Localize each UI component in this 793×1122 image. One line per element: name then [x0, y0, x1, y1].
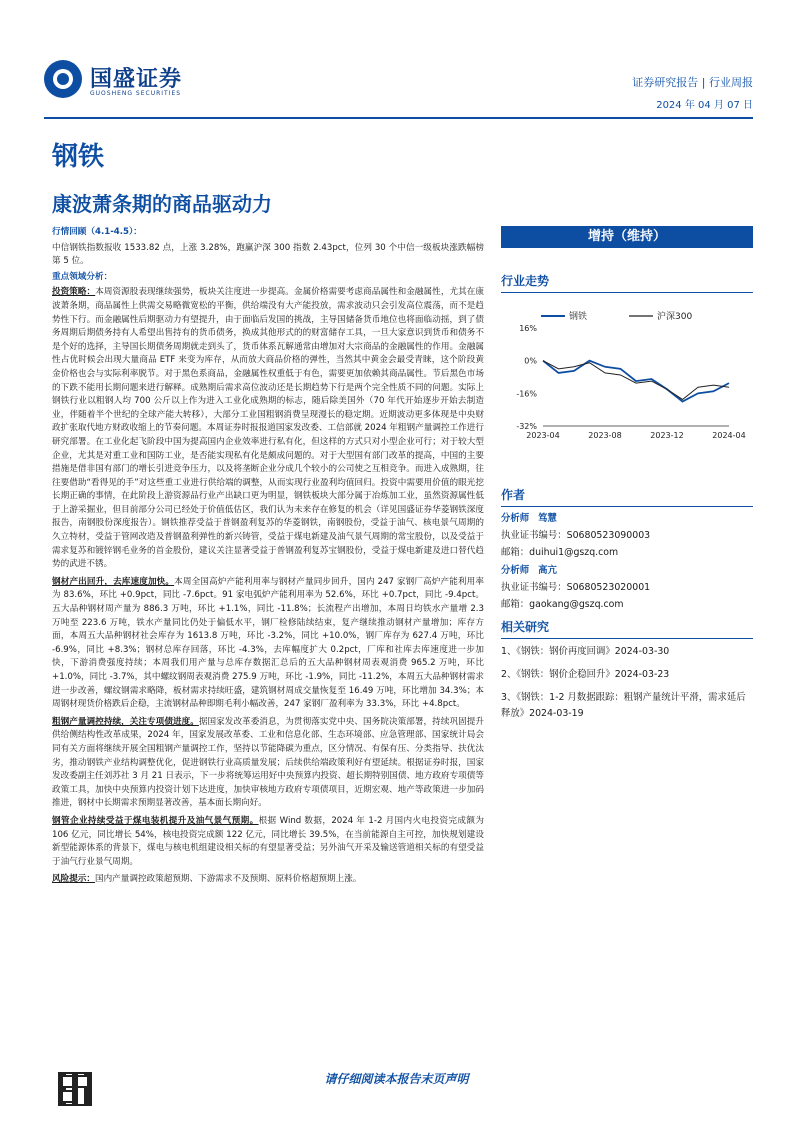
- x-tick-label: 2023-04: [526, 431, 560, 440]
- y-tick-label: -32%: [516, 422, 537, 431]
- analyst-2-name: 高亢: [538, 565, 557, 576]
- control-heading: 粗钢产量调控持续，关注专项债进度。: [52, 716, 199, 727]
- pipe-heading: 钢管企业持续受益于煤电装机提升及油气景气预期。: [52, 815, 259, 826]
- trend-heading: 行业走势: [501, 272, 753, 293]
- analyst-1-email[interactable]: 邮箱：duihui1@gszq.com: [501, 547, 619, 558]
- review-heading: 行情回顾（4.1-4.5）：: [52, 227, 142, 237]
- analyst-1: [501, 510, 753, 561]
- analyst-1-name: 笃慧: [538, 513, 557, 524]
- output-text: 本周全国高炉产能利用率与钢材产量同步回升，国内 247 家钢厂高炉产能利用率为 83.6%，环比 +0.9pct，同比 -7.6pct。91 家电弧炉产能利用率为 52.6%，环比 +0.7pct，同比 -9.4pct。五大品种钢材周产量为 886.3 万吨，环比 +1.1%，同比 -11.8%；长流程产出增加，本周日均铁水产量增 2.3 万吨至 223.6 万吨，铁水产量同比仍处于偏低水平，钢厂检修陆续结束，复产继续推动钢材产量增加；库存方面，本周五大品种钢材社会库存为 1613.8 万吨，环比 -3.2%，同比 +10.0%，钢厂库存为 627.4 万吨，环比 -6.9%，同比 +8.3%；钢材总库存回落，环比 -4.3%，去库幅度扩大 0.2pct，厂库和社库去库速度进一步加快，下游消费强度持续；本周我们用产量与总库存数据汇总后的五大品种钢材周表观消费 965.2 万吨，环比 +1.0%，同比 -3.7%，其中螺纹钢周表观消费 275.9 万吨，环比 -1.9%，同比 -11.2%，本周五大品种钢材需求进一步改善，螺纹钢需求略降，板材需求持续旺盛，建筑钢材周成交量恢复至 16.49 万吨，环比增加 34.3%；本周钢材现货价格跌后企稳，主流钢材品种即期毛利小幅改善，247 家钢厂盈利率为 33.3%，环比 +4.8pct。: [52, 576, 484, 710]
- analyst-2-email[interactable]: 邮箱：gaokang@gszq.com: [501, 599, 624, 610]
- pipe-text: 根据 Wind 数据，2024 年 1-2 月国内火电投资完成额为 106 亿元，同比增长 54%，核电投资完成额 122 亿元，同比增长 39.5%，在当前能源自主可控，加快规划建设新型能源体系的背景下，煤电与核电机组建设相关标的有望显著受益；另外油气开采及输送管道相关标的有望受益于油气行业景气周期。: [52, 815, 484, 867]
- legend-label-1: 钢铁: [569, 312, 588, 322]
- rating-badge: 增持（维持）: [501, 226, 753, 248]
- y-tick-label: 16%: [519, 324, 537, 333]
- logo-text: 国盛证券: [90, 67, 183, 92]
- main-body: [52, 226, 484, 889]
- x-tick-label: 2023-08: [588, 431, 622, 440]
- x-tick-label: 2023-12: [650, 431, 684, 440]
- strategy-text: 本周资源股表现继续强势，板块关注度进一步提高。金属价格需要考虑商品属性和金融属性，尤其在康波萧条期，商品属性上供需交易略微宽松的平衡，供给端没有大产能投放，需求波动只会引发高位震荡，而不是趋势性下行。而金融属性后期驱动力有望提升，由于面临后发国的挑战，主导国储备货币地位也将面临动摇，到了债务周期后期债务持有人希望出售持有的货币债务，换成其他形式的的财富储存工具，一旦大家意识到货币和债务不是个好的选择，主导国长期债务周期就走到头了，货币体系瓦解通常由增加对大宗商品的金融属性的作用。金融属性占优时候会出现大量商品 ETF 来变为库存，从而放大商品价格的弹性，当然其中黄金会最受青睐，这个阶段黄金价格也会与实际利率脱节。对于黑色系商品，金融属性权重低于有色，需要更加依赖其商品属性。节后黑色市场的下跌不能用长期问题来进行解释。成熟期后需求高位波动还是长期趋势下行是两个完全性质不同的问题。实际上钢铁行业以粗钢人均 700 公斤以上作为进入工业化成熟期的标志，随后除美国外（70 年代开始逐步开始去制造业，伴随着半个世纪的全球产能大转移），大部分工业国粗钢消费呈现漫长的稳定期。近期波动更多体现是中央财政扩张取代地方财政收缩上的节奏问题。本周证券时报报道国家发改委、工信部就 2024 年粗钢产量调控工作进行研究部署。在工业化起飞阶段中国为提高国内企业效率进行私有化，但这样的方式只对小型企业可行；对于较大型企业，尤其是对重工业和国防工业，是否能实现私有化是颇成问题的。对于大型国有部门改革的提高，中国的主要措施是借非国有部门的增长引进竞争压力，以及将垄断企业分成几个较小的公司使之互相竞争。而进入成熟期，往往要借助“看得见的手”对这些重工业进行供给端的调整，从而实现行业盈利均值回归。投资中需要用价值的眼光挖长期正确的事情，在此阶段上游资源品行业产出缺口更为明显，钢铁板块大部分属于冶炼加工业，虽然资源属性低于上游采掘业，但目前部分公司已经处于价值低估区，我们认为未来存在修复的机会（详见国盛证券华菱钢铁深度报告，南钢股份深度报告）。钢铁推荐受益于普钢盈利复苏的华菱钢铁，南钢股份，受益于油气、核电景气周期的久立特材，受益于管网改造及普钢盈利弹性的新兴铸管，受益于煤电新建及油气景气周期的常宝股份，以及受益于需求复苏和镀锌钢毛业务的首金股份，建议关注显著受益于普钢盈利复苏宝钢股份，受益于煤电新建及进口替代趋势的武进不锈。: [52, 287, 484, 570]
- analyst-2: [501, 562, 753, 613]
- focus-heading: 重点领域分析：: [52, 271, 113, 282]
- analyst-2-cert: 执业证书编号：S0680523020001: [501, 582, 651, 593]
- analyst-1-cert: 执业证书编号：S0680523090003: [501, 530, 651, 541]
- y-tick-label: 0%: [524, 356, 537, 366]
- strategy-heading: 投资策略：: [52, 287, 96, 298]
- y-tick-label: -16%: [516, 389, 537, 399]
- industry-name: 钢铁: [52, 142, 105, 172]
- related-list: [501, 644, 753, 722]
- industry-trend-chart: [501, 300, 753, 450]
- analyst-1-role: 分析师: [501, 513, 530, 524]
- legend-label-2: 沪深300: [657, 312, 693, 322]
- related-item[interactable]: 2、《钢铁：钢价企稳回升》2024-03-23: [501, 669, 670, 680]
- logo-subtitle: GUOSHENG SECURITIES: [90, 90, 182, 97]
- control-text: 据国家发改革委消息，为贯彻落实党中央、国务院决策部署，持续巩固提升供给侧结构性改革成果，2024 年，国家发展改革委、工业和信息化部、生态环境部、应急管理部、国家统计局会同有关方面将继续开展全国粗钢产量调控工作，坚持以节能降碳为重点，区分情况、有保有压、分类指导、扶优汰劣，推动钢铁产业结构调整优化，促进钢铁行业高质量发展；后续供给端政策利好有望延续。根据证券时报，国家发改委副主任刘苏社 3 月 21 日表示，下一步将统筹运用好中央预算内投资、超长期特别国债、地方政府专项债等政策工具，加快中央预算内投资计划下达进度，加快审核地方政府专项债项目，近期宏观、地产等政策进一步加码推进，钢材中长期需求预期显著改善，基本面长期向好。: [52, 716, 484, 809]
- related-item[interactable]: 3、《钢铁：1-2 月数据跟踪：粗钢产量统计平滑，需求延后释放》2024-03-19: [501, 692, 746, 719]
- risk-heading: 风险提示：: [52, 874, 95, 885]
- authors-heading: 作者: [501, 486, 753, 507]
- output-heading: 钢材产出回升，去库速度加快。: [52, 576, 175, 587]
- related-item[interactable]: 1、《钢铁：钢价再度回调》2024-03-30: [501, 646, 670, 657]
- header-rule: [44, 117, 753, 119]
- risk-text: 国内产量调控政策超预期、下游需求不及预期、原料价格超预期上涨。: [94, 874, 362, 885]
- report-type: 证券研究报告 | 行业周报: [632, 76, 753, 89]
- logo-icon: [44, 60, 82, 98]
- footer-disclaimer: 请仔细阅读本报告末页声明: [324, 1072, 469, 1086]
- x-tick-label: 2024-04: [712, 431, 746, 440]
- related-heading: 相关研究: [501, 618, 753, 639]
- analyst-2-role: 分析师: [501, 565, 530, 576]
- company-logo: [44, 60, 214, 108]
- report-date: 2024 年 04 月 07 日: [656, 100, 753, 111]
- review-text: 中信钢铁指数报收 1533.82 点，上涨 3.28%，跑赢沪深 300 指数 2.43pct，位列 30 个中信一级板块涨跌幅榜第 5 位。: [52, 242, 484, 267]
- report-title: 康波萧条期的商品驱动力: [52, 192, 272, 216]
